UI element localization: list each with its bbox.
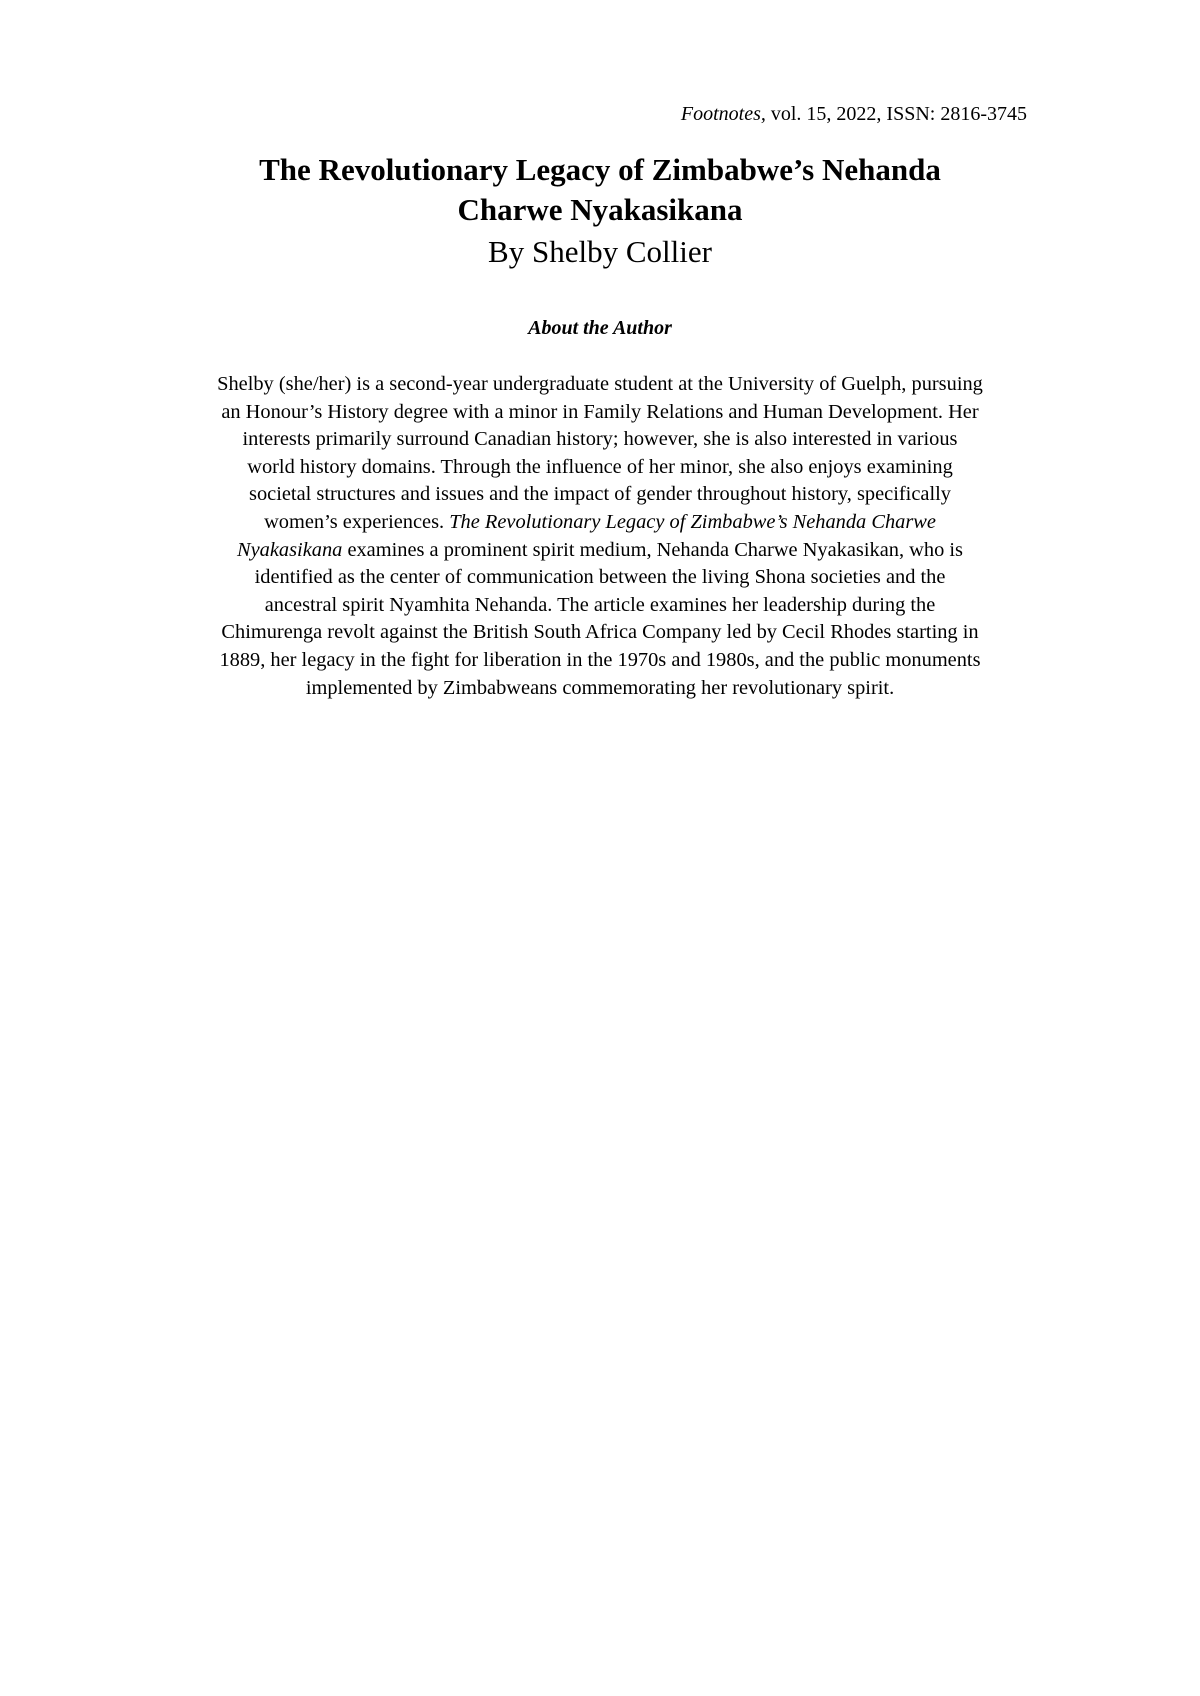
bio-line-6 [138, 509, 1062, 537]
title-block [140, 150, 1060, 272]
bio-line-1: Shelby (she/her) is a second-year undergraduate student at the University of Guelph, pursuing [217, 373, 983, 395]
bio-line-7 [138, 537, 1062, 565]
author-byline: By Shelby Collier [488, 234, 712, 269]
bio-line-5: societal structures and issues and the impact of gender throughout history, specifically [249, 483, 951, 506]
running-header [681, 102, 1027, 126]
about-author-heading: About the Author [528, 317, 672, 339]
bio-line-12: implemented by Zimbabweans commemorating her revolutionary spirit. [305, 676, 895, 699]
bio-line-11: 1889, her legacy in the fight for liberation in the 1970s and 1980s, and the public monuments [219, 648, 981, 671]
article-title-reference: The Revolutionary Legacy of Zimbabwe’s Nehanda Charwe [449, 510, 936, 533]
bio-line-4: world history domains. Through the influence of her minor, she also enjoys examining [247, 455, 953, 478]
bio-line-7-text: examines a prominent spirit medium, Nehanda Charwe Nyakasikan, who is [342, 538, 963, 561]
article-title-line-2: Charwe Nyakasikana [457, 192, 743, 227]
author-bio [138, 371, 1062, 702]
article-title-reference-cont: Nyakasikana [237, 538, 343, 561]
journal-name: Footnotes, [680, 103, 766, 125]
bio-line-2: an Honour’s History degree with a minor in Family Relations and Human Development. Her [221, 400, 979, 423]
article-title-line-1: The Revolutionary Legacy of Zimbabwe’s Nehanda [259, 152, 941, 187]
bio-line-6-text: women’s experiences. [264, 510, 450, 533]
bio-line-8: identified as the center of communication between the living Shona societies and the [254, 566, 946, 589]
issue-info: vol. 15, 2022, ISSN: 2816-3745 [765, 103, 1027, 125]
bio-line-10: Chimurenga revolt against the British South Africa Company led by Cecil Rhodes starting in [221, 621, 979, 644]
bio-line-3: interests primarily surround Canadian history; however, she is also interested in various [242, 428, 958, 451]
article-title [140, 150, 1060, 230]
bio-line-9: ancestral spirit Nyamhita Nehanda. The article examines her leadership during the [264, 593, 936, 616]
